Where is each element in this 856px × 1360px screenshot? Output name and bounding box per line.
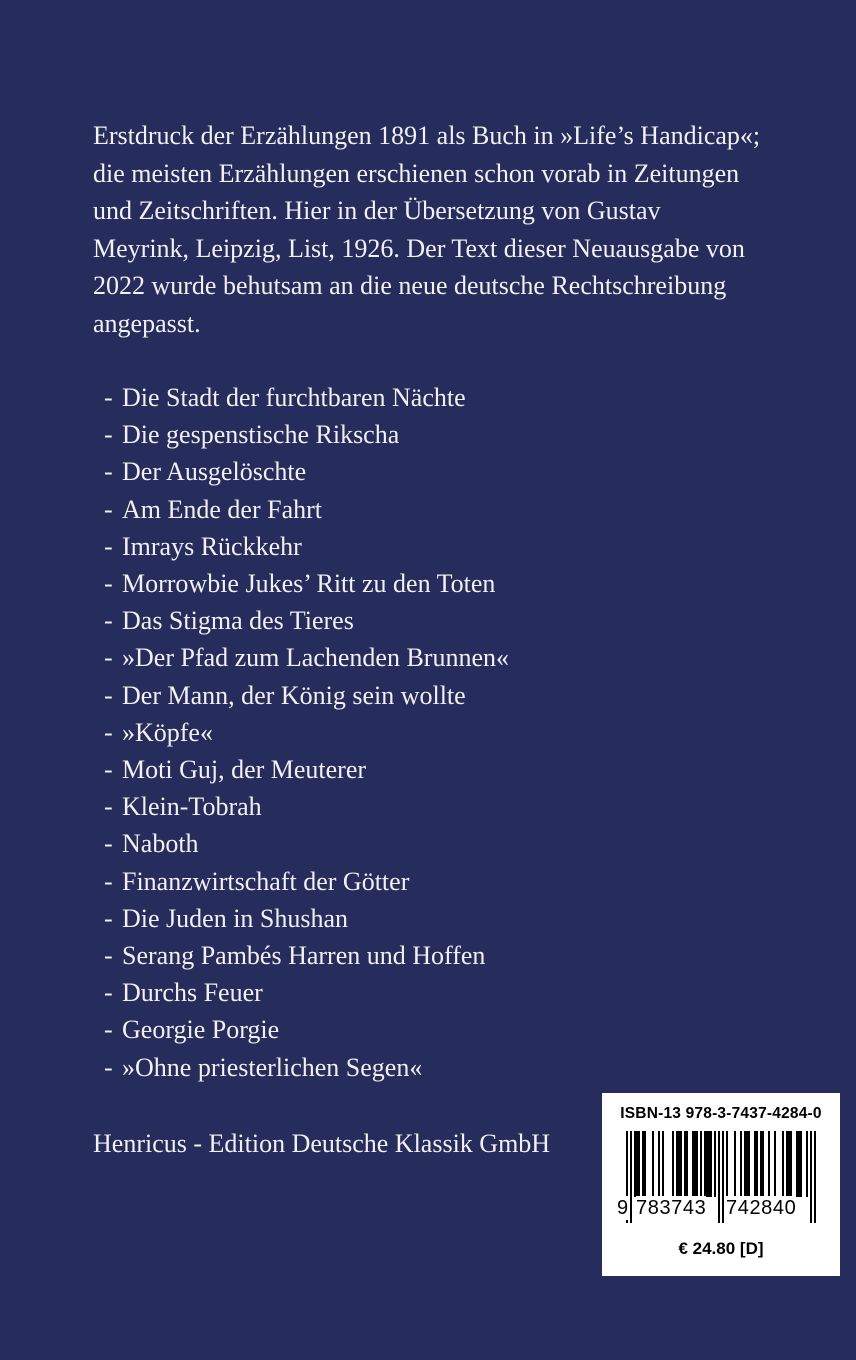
list-dash: - [104,866,113,896]
barcode-bar [662,1131,664,1197]
isbn-label: ISBN-13 978-3-7437-4284-0 [620,1105,822,1122]
story-item [104,453,509,490]
list-dash: - [104,383,113,412]
list-dash: - [104,978,113,1008]
story-title: Naboth [122,829,199,859]
barcode-bar [744,1131,746,1197]
barcode-bar [700,1131,702,1197]
barcode-bar [798,1131,800,1197]
barcode-bar [680,1131,682,1197]
story-title: Die gespenstische Rikscha [122,420,400,450]
barcode-bar [754,1131,756,1197]
story-item [104,491,509,528]
description-line: die meisten Erzählungen erschienen schon vorab in Zeitungen [93,158,740,188]
story-title: Am Ende der Fahrt [122,494,323,524]
barcode-digits-right: 742840 [726,1197,797,1219]
story-title: »Ohne priesterlichen Segen« [122,1052,423,1082]
barcode-bar [734,1131,736,1197]
barcode-bar [788,1131,790,1197]
barcode-bar [718,1131,720,1223]
list-dash: - [104,941,113,971]
barcode-bar [686,1131,688,1197]
story-title: Der Mann, der König sein wollte [122,680,466,710]
barcode-bar [782,1131,784,1197]
barcode-bar [676,1131,678,1197]
barcode-bar [706,1131,708,1197]
story-item [104,379,509,416]
list-dash: - [104,531,113,561]
barcode-bar [810,1131,812,1223]
story-item [104,416,509,453]
barcode-digits-left: 783743 [636,1197,707,1219]
barcode-bar [696,1131,698,1197]
publisher-name: Henricus - Edition Deutsche Klassik GmbH [93,1129,551,1158]
story-title: Finanzwirtschaft der Götter [122,866,410,896]
barcode-bar [722,1131,724,1223]
barcode-bar [774,1131,776,1197]
list-dash: - [104,717,113,747]
story-item [104,1011,509,1048]
barcode-bar [634,1131,636,1197]
barcode-bar [704,1131,706,1197]
barcode-digit-first: 9 [617,1197,629,1219]
story-item [104,751,509,788]
story-item [104,1049,509,1086]
story-title: Die Juden in Shushan [122,903,349,933]
barcode-bar [708,1131,710,1197]
list-dash: - [104,1052,113,1082]
barcode-bar [692,1131,694,1197]
story-title: Moti Guj, der Meuterer [122,755,367,785]
story-item [104,974,509,1011]
list-dash: - [104,606,113,636]
story-item [104,639,509,676]
description-line: angepasst. [93,308,201,338]
description-line: Meyrink, Leipzig, List, 1926. Der Text dieser Neuausgabe von [93,233,745,263]
story-title: Klein-Tobrah [122,792,262,822]
barcode-bar [678,1131,680,1197]
barcode-bar [800,1131,802,1197]
list-dash: - [104,829,113,859]
list-dash: - [104,792,113,822]
barcode-bar [644,1131,646,1197]
description-line: 2022 wurde behutsam an die neue deutsche Rechtschreibung [93,271,727,300]
barcode-bar [748,1131,750,1197]
barcode-bar [756,1131,758,1197]
barcode-bar [642,1131,644,1197]
story-item [104,825,509,862]
list-dash: - [104,643,113,673]
list-dash: - [104,680,113,710]
barcode-bar [684,1131,686,1197]
story-title: Georgie Porgie [122,1015,280,1045]
barcode-bar [790,1131,792,1197]
story-title: Serang Pambés Harren und Hoffen [122,941,486,971]
book-description [93,117,793,342]
barcode-bar [768,1131,770,1197]
barcode-bar [762,1131,764,1197]
story-item [104,788,509,825]
story-title: Die Stadt der furchtbaren Nächte [122,383,466,412]
barcode-bar [786,1131,788,1197]
price-label: € 24.80 [D] [678,1239,764,1258]
list-dash: - [104,569,113,599]
barcode-bar [726,1131,728,1197]
list-dash: - [104,420,113,450]
story-title: Der Ausgelöschte [122,457,307,487]
list-dash: - [104,1015,113,1045]
barcode-bar [760,1131,762,1197]
description-line: und Zeitschriften. Hier in der Übersetzung von Gustav [93,196,661,225]
barcode-bar [740,1131,742,1197]
story-item [104,900,509,937]
story-item [104,528,509,565]
story-title: Imrays Rückkehr [122,531,302,561]
barcode-bar [630,1131,632,1223]
story-title: Morrowbie Jukes’ Ritt zu den Toten [122,569,496,599]
list-dash: - [104,903,113,933]
story-item [104,937,509,974]
story-item [104,565,509,602]
barcode-bar [796,1131,798,1197]
story-item [104,863,509,900]
list-dash: - [104,457,113,487]
barcode-bar [714,1131,716,1197]
list-dash: - [104,755,113,785]
barcode-bar [672,1131,674,1197]
story-item [104,714,509,751]
barcode-bar [746,1131,748,1197]
barcode-bar [806,1131,808,1197]
story-title: Das Stigma des Tieres [122,606,354,636]
barcode-bar [710,1131,712,1197]
barcode-bar [636,1131,638,1197]
story-title: »Der Pfad zum Lachenden Brunnen« [122,643,509,673]
story-item [104,602,509,639]
barcode-bar [658,1131,660,1197]
story-title: Durchs Feuer [122,978,263,1008]
barcode-bar [694,1131,696,1197]
barcode-bar [652,1131,654,1197]
barcode-bar [814,1131,816,1223]
isbn-barcode-box [602,1093,840,1276]
list-dash: - [104,494,113,524]
story-item [104,677,509,714]
story-list [104,379,509,1086]
story-title: »Köpfe« [122,717,213,747]
barcode-bar [638,1131,640,1197]
description-line: Erstdruck der Erzählungen 1891 als Buch in »Life’s Handicap«; [93,121,761,150]
